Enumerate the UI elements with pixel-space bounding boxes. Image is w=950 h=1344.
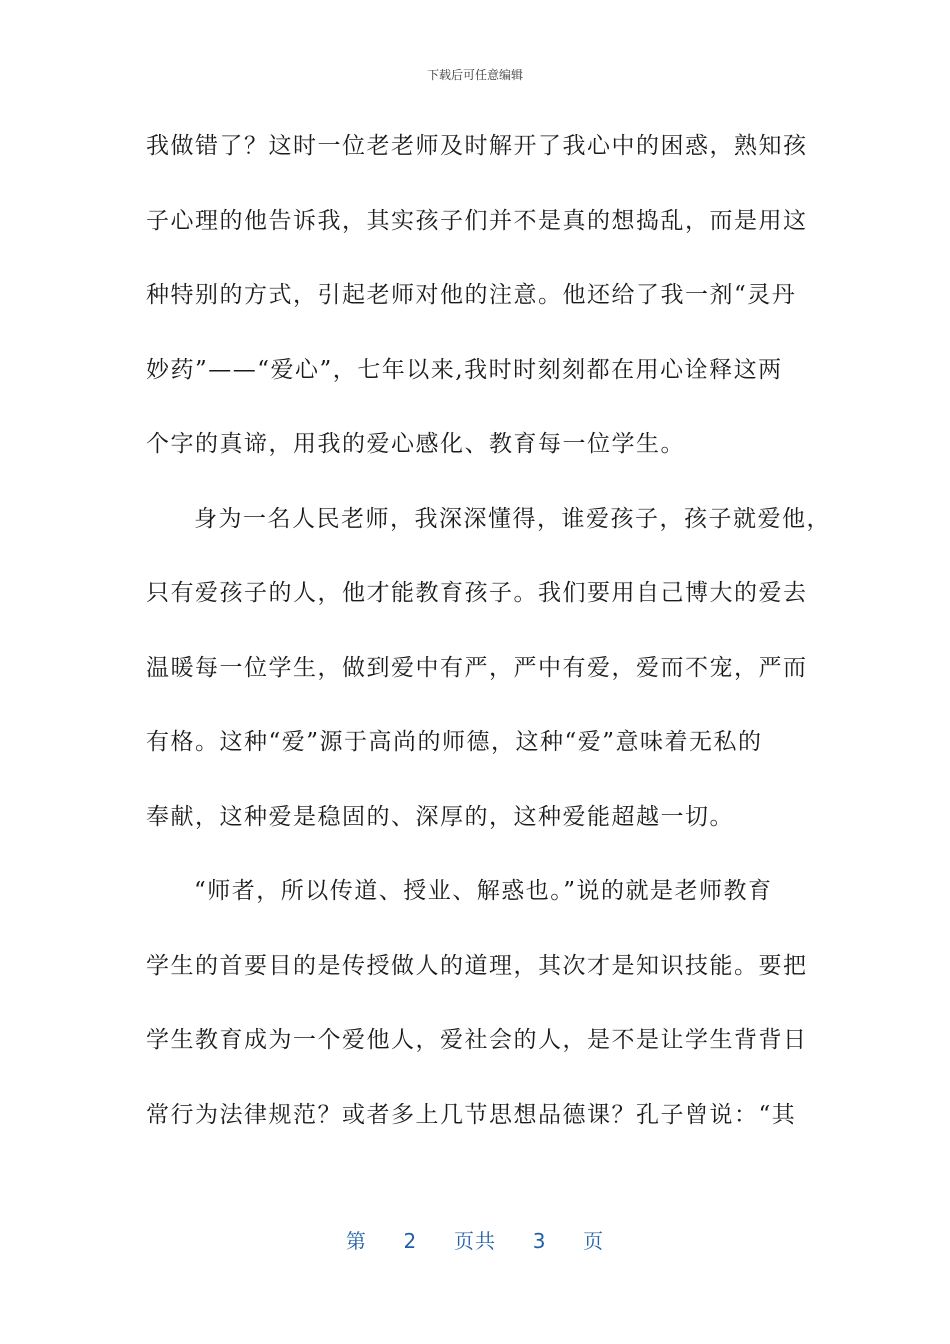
page-header: 下载后可任意编辑	[426, 68, 523, 82]
total-page-number: 3	[532, 1229, 547, 1253]
text-line-indented: “师者，所以传道、授业、解惑也。”说的就是老师教育	[194, 878, 773, 904]
text-line: 个字的真谛，用我的爱心感化、教育每一位学生。	[146, 431, 685, 457]
text-line: 我做错了？这时一位老老师及时解开了我心中的困惑，熟知孩	[146, 133, 808, 159]
text-line: 子心理的他告诉我，其实孩子们并不是真的想捣乱，而是用这	[146, 207, 808, 234]
text-line: 学生的首要目的是传授做人的道理，其次才是知识技能。要把	[146, 952, 808, 979]
text-line: 种特别的方式，引起老师对他的注意。他还给了我一剂“灵丹	[146, 282, 797, 308]
text-line: 常行为法律规范？或者多上几节思想品德课？孔子曾说：“其	[146, 1101, 797, 1128]
footer-suffix: 页	[583, 1229, 605, 1253]
text-line: 只有爱孩子的人，他才能教育孩子。我们要用自己博大的爱去	[146, 580, 808, 606]
footer-middle: 页共	[454, 1229, 496, 1253]
page-number-footer	[0, 1225, 950, 1254]
text-line: 奉献，这种爱是稳固的、深厚的，这种爱能超越一切。	[146, 803, 734, 830]
text-line: 学生教育成为一个爱他人，爱社会的人，是不是让学生背背日	[146, 1027, 808, 1053]
text-line: 妙药”——“爱心”，七年以来,我时时刻刻都在用心诠释这两	[146, 356, 783, 383]
text-line: 有格。这种“爱”源于高尚的师德，这种“爱”意味着无私的	[146, 729, 763, 755]
document-body	[146, 128, 831, 1171]
current-page-number: 2	[403, 1229, 418, 1253]
footer-prefix: 第	[345, 1229, 367, 1253]
text-line-indented: 身为一名人民老师，我深深懂得，谁爱孩子，孩子就爱他，	[194, 505, 831, 532]
text-line: 温暖每一位学生，做到爱中有严，严中有爱，爱而不宠，严而	[146, 654, 808, 681]
